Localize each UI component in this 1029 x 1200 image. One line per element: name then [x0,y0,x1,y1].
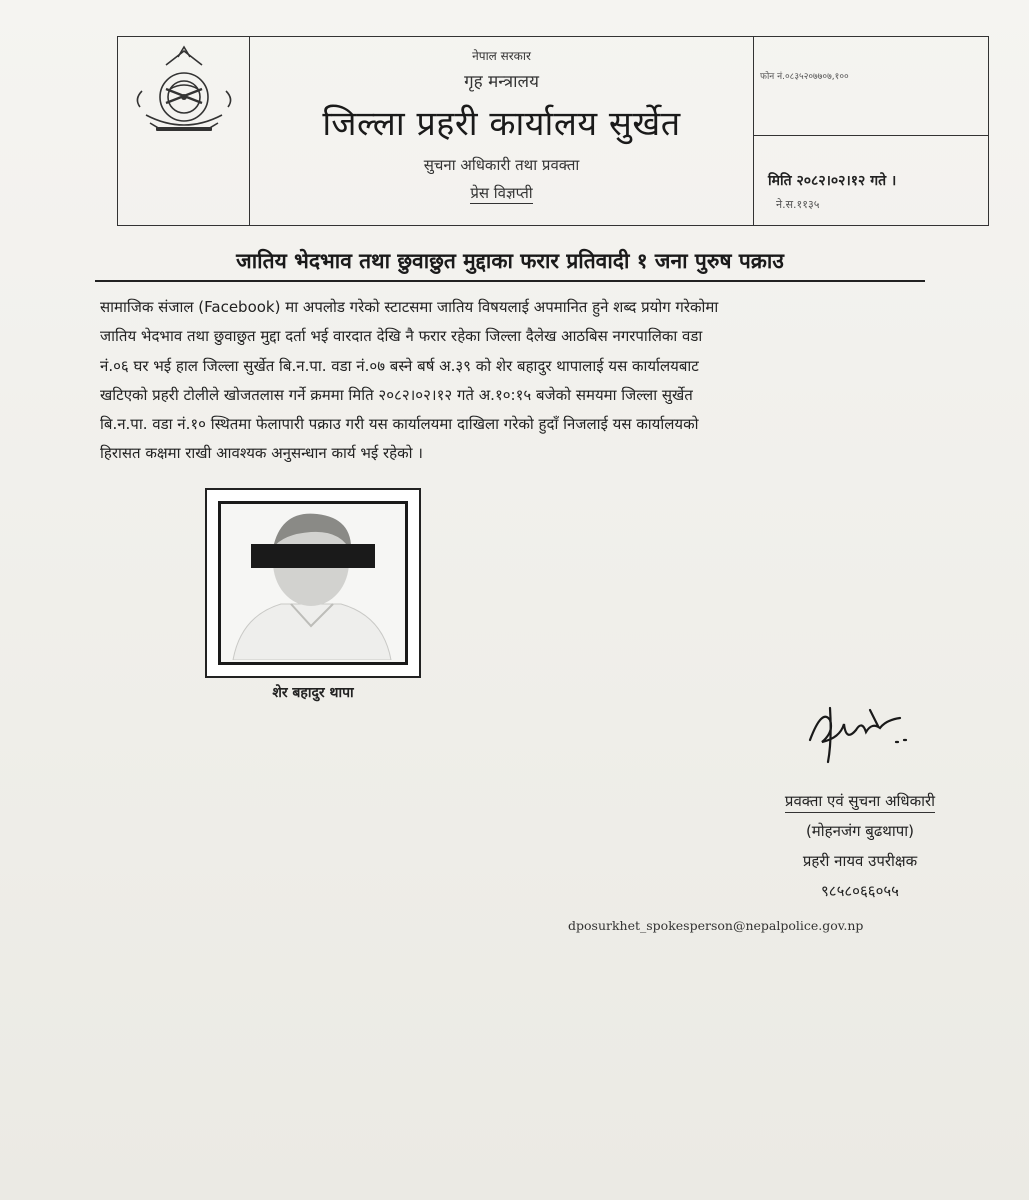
nepal-police-emblem-icon [126,43,242,143]
release-date: मिति २०८२।०२।१२ गते । [768,173,897,189]
body-line: सामाजिक संजाल (Facebook) मा अपलोड गरेको स्टाटसमा जातिय विषयलाई अपमानित हुने शब्द प्रयोग गरेकोमा [100,298,719,316]
logo-cell [118,37,250,225]
headline-underline [95,280,925,282]
headline: जातिय भेदभाव तथा छुवाछुत मुद्दाका फरार प्रतिवादी १ जना पुरुष पक्राउ [236,249,784,273]
signature-icon [800,680,920,770]
info-officer-line: सुचना अधिकारी तथा प्रवक्ता [423,156,580,174]
person-silhouette-icon [221,504,403,660]
body-line: हिरासत कक्षमा राखी आवश्यक अनुसन्धान कार्य भई रहेको । [100,444,423,463]
photo-frame [218,501,408,665]
body-line: खटिएको प्रहरी टोलीले खोजतलास गर्ने क्रममा मिति २०८२।०२।१२ गते अ.१०:१५ बजेको समयमा जिल्ला सुर्खेत [100,385,693,404]
office-phone: फोन नं.०८३५२०७७०७,१०० [760,72,849,82]
press-release-label: प्रेस विज्ञप्ती [470,184,533,202]
body-paragraph [100,293,980,469]
signatory-role: प्रवक्ता एवं सुचना अधिकारी [700,786,1020,816]
ministry-name: गृह मन्त्रालय [464,72,539,92]
signatory-phone: ९८५८०६६०५५ [820,882,899,900]
privacy-bar [251,544,375,568]
meta-divider [754,135,988,136]
meta-cell [754,37,988,225]
title-cell [250,37,754,225]
body-line: बि.न.पा. वडा नं.१० स्थितमा फेलापारी पक्राउ गरी यस कार्यालयमा दाखिला गरेको हुदाँ निजलाई यस कार्यालयको [100,415,699,434]
signatory-name: (मोहनजंग बुढथापा) [805,822,915,840]
photo-caption: शेर बहादुर थापा [272,685,354,701]
office-title: जिल्ला प्रहरी कार्यालय सुर्खेत [322,104,681,144]
signature-block [700,786,1020,906]
signatory-rank: प्रहरी नायव उपरीक्षक [802,852,918,870]
signatory-email: dposurkhet_spokesperson@nepalpolice.gov.np [568,918,864,933]
reference-number: ने.स.११३५ [776,198,820,211]
letterhead-box [117,36,989,226]
body-line: नं.०६ घर भई हाल जिल्ला सुर्खेत बि.न.पा. वडा नं.०७ बस्ने बर्ष अ.३९ को शेर बहादुर थापालाई यस कार्यालयबाट [100,356,699,375]
government-name: नेपाल सरकार [472,49,531,63]
body-line: जातिय भेदभाव तथा छुवाछुत मुद्दा दर्ता भई वारदात देखि नै फरार रहेका जिल्ला दैलेख आठबिस नगरपालिका वडा [100,327,703,346]
suspect-photo [205,488,421,678]
